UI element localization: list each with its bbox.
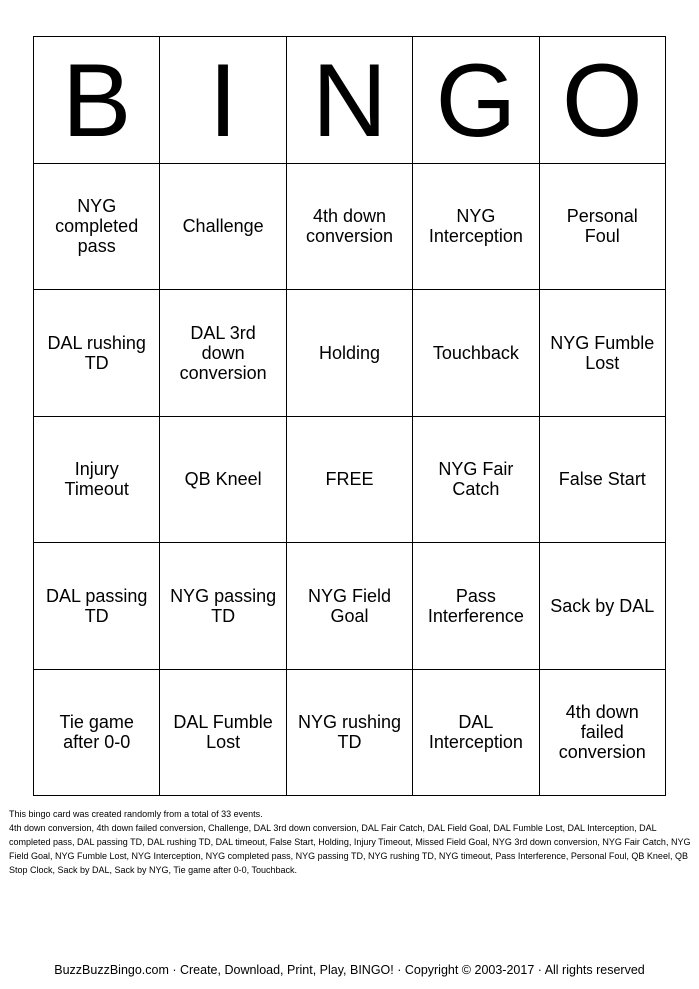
bingo-square: Injury Timeout — [34, 417, 160, 544]
bingo-square: NYG Fair Catch — [413, 417, 539, 544]
bingo-square: Holding — [287, 290, 413, 417]
bingo-square: DAL Fumble Lost — [160, 670, 286, 797]
bingo-square: Touchback — [413, 290, 539, 417]
bingo-square: DAL Interception — [413, 670, 539, 797]
bingo-square: DAL passing TD — [34, 543, 160, 670]
bingo-square: Personal Foul — [540, 164, 666, 291]
bingo-square: NYG Field Goal — [287, 543, 413, 670]
bingo-square: Sack by DAL — [540, 543, 666, 670]
header-letter-b: B — [34, 37, 160, 164]
site-footer: BuzzBuzzBingo.com · Create, Download, Print, Play, BINGO! · Copyright © 2003-2017 · All rights reserved — [54, 963, 645, 977]
header-letter-n: N — [287, 37, 413, 164]
bingo-square: Tie game after 0-0 — [34, 670, 160, 797]
bingo-square: 4th down failed conversion — [540, 670, 666, 797]
bingo-square: DAL 3rd down conversion — [160, 290, 286, 417]
bingo-square: NYG completed pass — [34, 164, 160, 291]
bingo-square: Challenge — [160, 164, 286, 291]
free-square: FREE — [287, 417, 413, 544]
bingo-square: False Start — [540, 417, 666, 544]
bingo-card-grid — [33, 36, 666, 796]
bingo-square: NYG Interception — [413, 164, 539, 291]
header-letter-o: O — [540, 37, 666, 164]
bingo-square: NYG Fumble Lost — [540, 290, 666, 417]
events-list: 4th down conversion, 4th down failed conversion, Challenge, DAL 3rd down conversion, DAL Fair Catch, DAL Field Goal, DAL Fumble Lost, DAL Interception, DAL completed pass, DAL passing TD, DAL rushing TD, DAL timeout, False Start, Holding, Injury Timeout, Missed Field Goal, NYG 3rd down conversion, NYG Fair Catch, NYG Field Goal, NYG Fumble Lost, NYG Interception, NYG completed pass, NYG passing TD, NYG rushing TD, NYG timeout, Pass Interference, Personal Foul, QB Kneel, QB Stop Clock, Sack by DAL, Sack by NYG, Tie game after 0-0, Touchback. — [9, 823, 691, 875]
header-letter-i: I — [160, 37, 286, 164]
bingo-square: NYG rushing TD — [287, 670, 413, 797]
bingo-square: Pass Interference — [413, 543, 539, 670]
bingo-square: NYG passing TD — [160, 543, 286, 670]
card-info — [9, 807, 691, 877]
bingo-square: QB Kneel — [160, 417, 286, 544]
bingo-square: DAL rushing TD — [34, 290, 160, 417]
bingo-square: 4th down conversion — [287, 164, 413, 291]
card-summary: This bingo card was created randomly from a total of 33 events. — [9, 809, 263, 819]
header-letter-g: G — [413, 37, 539, 164]
